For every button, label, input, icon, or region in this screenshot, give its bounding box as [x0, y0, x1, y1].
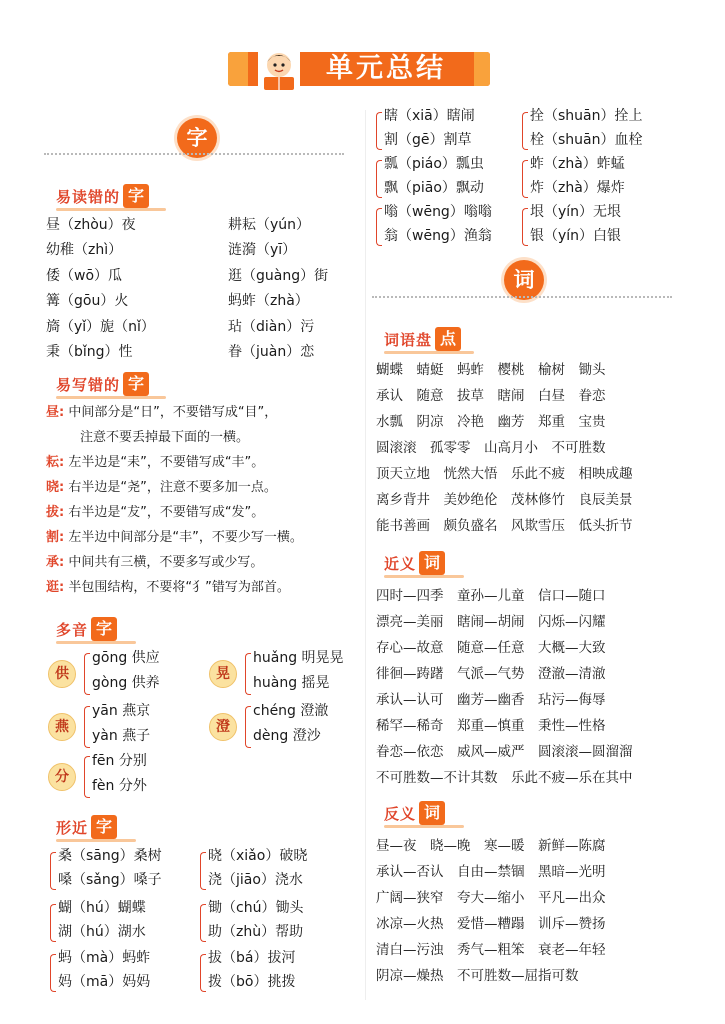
- heading-text: 多音: [56, 620, 89, 639]
- heading-underline: [384, 351, 474, 354]
- brace: [84, 706, 90, 748]
- word-row: 冰凉—火热 爱惜—糟蹋 训斥—赞扬: [376, 916, 606, 932]
- similar-a: 嗡（wēng）嗡嗡: [384, 204, 492, 220]
- similar-a: 拴（shuān）拴上: [530, 108, 643, 124]
- list-item: [46, 478, 277, 498]
- brace: [200, 852, 206, 890]
- list-item: [46, 578, 290, 598]
- item-char: 拔:: [46, 505, 65, 520]
- similar-b: 湖（hú）湖水: [58, 924, 146, 940]
- reading-a: fēn 分别: [92, 753, 147, 769]
- similar-b: 飘（piāo）飘动: [384, 180, 484, 196]
- divider: [44, 153, 344, 155]
- list-item: 倭（wō）瓜: [46, 268, 123, 284]
- page-title: 单元总结: [326, 53, 446, 84]
- item-char: 逛:: [46, 580, 65, 595]
- similar-heading: [56, 814, 117, 840]
- similar-a: 垠（yín）无垠: [530, 204, 622, 220]
- brace: [522, 112, 528, 150]
- column-divider: [365, 110, 366, 1000]
- item-text: 右半边是“犮”，不要错写成“发”。: [68, 505, 265, 520]
- heading-text: 形近: [56, 818, 89, 837]
- heading-text: 易写错的: [56, 375, 121, 394]
- reading-b: yàn 燕子: [92, 728, 151, 744]
- heading-underline: [56, 396, 166, 399]
- list-item: [46, 528, 303, 548]
- heading-box: 字: [91, 617, 117, 641]
- heading-underline: [56, 839, 136, 842]
- word-row: 清白—污浊 秀气—粗笨 衰老—年轻: [376, 942, 606, 958]
- heading-box: 点: [435, 327, 461, 351]
- heading-text: 词语盘: [384, 330, 433, 349]
- similar-a: 锄（chú）锄头: [208, 900, 304, 916]
- reading-b: gòng 供养: [92, 675, 160, 691]
- similar-a: 蝴（hú）蝴蝶: [58, 900, 146, 916]
- list-item: [46, 453, 264, 473]
- similar-a: 瞎（xiā）瞎闹: [384, 108, 475, 124]
- word-row: 阴凉—燥热 不可胜数—屈指可数: [376, 968, 579, 984]
- brace: [245, 706, 251, 748]
- similar-b: 割（gē）割草: [384, 132, 472, 148]
- brace: [522, 160, 528, 198]
- similar-a: 瓢（piáo）瓢虫: [384, 156, 484, 172]
- word-row: 不可胜数—不计其数 乐此不疲—乐在其中: [376, 770, 633, 786]
- word-row: 徘徊—踌躇 气派—气势 澄澈—清澈: [376, 666, 606, 682]
- similar-a: 拔（bá）拔河: [208, 950, 296, 966]
- brace: [376, 112, 382, 150]
- item-char: 承:: [46, 555, 65, 570]
- heading-underline: [384, 575, 464, 578]
- polyphone-char-badge: 晃: [209, 660, 237, 688]
- list-item: [80, 428, 249, 448]
- word-row: 广阔—狭窄 夸大—缩小 平凡—出众: [376, 890, 606, 906]
- polyphone-char-badge: 澄: [209, 713, 237, 741]
- item-text: 左半边是“耒”，不要错写成“丰”。: [68, 455, 265, 470]
- list-item: [46, 503, 264, 523]
- reading-b: huàng 摇晃: [253, 675, 330, 691]
- heading-box: 字: [123, 372, 149, 396]
- item-char: 耘:: [46, 455, 65, 470]
- item-text: 中间部分是“日”，不要错写成“目”，: [68, 405, 278, 420]
- similar-b: 栓（shuān）血栓: [530, 132, 643, 148]
- item-text: 左半边中间部分是“丰”，不要少写一横。: [68, 530, 303, 545]
- similar-b: 翁（wēng）渔翁: [384, 228, 492, 244]
- easy-write-heading: [56, 371, 149, 397]
- similar-b: 浇（jiāo）浇水: [208, 872, 303, 888]
- title-banner: [228, 46, 490, 92]
- heading-underline: [56, 208, 166, 211]
- word-review-heading: [384, 326, 461, 352]
- word-row: 水瓢 阴凉 冷艳 幽芳 郑重 宝贵: [376, 414, 606, 430]
- brace: [50, 904, 56, 942]
- easy-read-heading: [56, 183, 149, 209]
- word-row: 眷恋—依恋 威风—威严 圆滚滚—圆溜溜: [376, 744, 633, 760]
- brace: [84, 756, 90, 798]
- brace: [245, 653, 251, 695]
- brace: [522, 208, 528, 246]
- similar-b: 嗓（sǎng）嗓子: [58, 872, 162, 888]
- reading-a: yān 燕京: [92, 703, 151, 719]
- brace: [376, 208, 382, 246]
- brace: [50, 954, 56, 992]
- similar-a: 蚂（mà）蚂蚱: [58, 950, 151, 966]
- brace: [50, 852, 56, 890]
- word-row: 圆滚滚 孤零零 山高月小 不可胜数: [376, 440, 606, 456]
- list-item: 昼（zhòu）夜: [46, 217, 136, 233]
- list-item: 玷（diàn）污: [228, 319, 315, 335]
- word-row: 顶天立地 恍然大悟 乐此不疲 相映成趣: [376, 466, 633, 482]
- banner-tab-right: [474, 52, 490, 86]
- heading-box: 字: [91, 815, 117, 839]
- list-item: 逛（guàng）街: [228, 268, 329, 284]
- antonyms-heading: [384, 800, 445, 826]
- word-row: 承认 随意 拔草 瞎闹 白昼 眷恋: [376, 388, 606, 404]
- reading-a: huǎng 明晃晃: [253, 650, 344, 666]
- list-item: 篝（gōu）火: [46, 293, 129, 309]
- polyphone-char-badge: 供: [48, 660, 76, 688]
- item-text: 右半边是“尧”，注意不要多加一点。: [68, 480, 277, 495]
- word-row: 蝴蝶 蜻蜓 蚂蚱 樱桃 榆树 锄头: [376, 362, 606, 378]
- brace: [376, 160, 382, 198]
- list-item: 幼稚（zhì）: [46, 242, 123, 258]
- item-char: 昼:: [46, 405, 65, 420]
- heading-box: 词: [419, 551, 445, 575]
- reading-boy-icon: [250, 46, 308, 92]
- similar-b: 炸（zhà）爆炸: [530, 180, 625, 196]
- heading-box: 字: [123, 184, 149, 208]
- similar-b: 银（yín）白银: [530, 228, 622, 244]
- banner-tab-left: [228, 52, 248, 86]
- reading-a: gōng 供应: [92, 650, 160, 666]
- similar-a: 蚱（zhà）蚱蜢: [530, 156, 625, 172]
- word-row: 能书善画 颇负盛名 风欺雪压 低头折节: [376, 518, 633, 534]
- word-row: 承认—认可 幽芳—幽香 玷污—侮辱: [376, 692, 606, 708]
- list-item: 旖（yǐ）旎（nǐ）: [46, 319, 155, 335]
- heading-underline: [384, 825, 464, 828]
- list-item: 涟漪（yī）: [228, 242, 297, 258]
- section-ci-badge: 词: [504, 260, 544, 300]
- section-zi-badge: 字: [177, 118, 217, 158]
- item-text: 注意不要丢掉最下面的一横。: [80, 430, 250, 445]
- similar-b: 妈（mā）妈妈: [58, 974, 151, 990]
- item-text: 半包围结构，不要将“犭”错写为部首。: [68, 580, 290, 595]
- word-row: 存心—故意 随意—任意 大概—大致: [376, 640, 606, 656]
- list-item: 蚂蚱（zhà）: [228, 293, 309, 309]
- reading-b: fèn 分外: [92, 778, 147, 794]
- item-char: 割:: [46, 530, 65, 545]
- word-row: 昼—夜 晓—晚 寒—暖 新鲜—陈腐: [376, 838, 606, 854]
- reading-a: chéng 澄澈: [253, 703, 329, 719]
- word-row: 四时—四季 童孙—儿童 信口—随口: [376, 588, 606, 604]
- list-item: [46, 553, 263, 573]
- similar-b: 助（zhù）帮助: [208, 924, 304, 940]
- synonyms-heading: [384, 550, 445, 576]
- word-row: 稀罕—稀奇 郑重—慎重 秉性—性格: [376, 718, 606, 734]
- reading-b: dèng 澄沙: [253, 728, 321, 744]
- list-item: 眷（juàn）恋: [228, 344, 315, 360]
- divider: [372, 296, 672, 298]
- brace: [200, 904, 206, 942]
- word-row: 离乡背井 美妙绝伦 茂林修竹 良辰美景: [376, 492, 633, 508]
- polyphone-char-badge: 燕: [48, 713, 76, 741]
- brace: [84, 653, 90, 695]
- heading-text: 近义: [384, 554, 417, 573]
- similar-b: 拨（bō）挑拨: [208, 974, 296, 990]
- polyphone-heading: [56, 616, 117, 642]
- heading-box: 词: [419, 801, 445, 825]
- heading-underline: [56, 641, 136, 644]
- heading-text: 易读错的: [56, 187, 121, 206]
- word-row: 承认—否认 自由—禁锢 黑暗—光明: [376, 864, 606, 880]
- word-row: 漂亮—美丽 瞎闹—胡闹 闪烁—闪耀: [376, 614, 606, 630]
- heading-text: 反义: [384, 804, 417, 823]
- polyphone-char-badge: 分: [48, 763, 76, 791]
- item-text: 中间共有三横，不要多写或少写。: [68, 555, 264, 570]
- brace: [200, 954, 206, 992]
- similar-a: 晓（xiǎo）破晓: [208, 848, 308, 864]
- list-item: [46, 403, 277, 423]
- item-char: 晓:: [46, 480, 65, 495]
- similar-a: 桑（sāng）桑树: [58, 848, 162, 864]
- list-item: 耕耘（yún）: [228, 217, 311, 233]
- list-item: 秉（bǐng）性: [46, 344, 133, 360]
